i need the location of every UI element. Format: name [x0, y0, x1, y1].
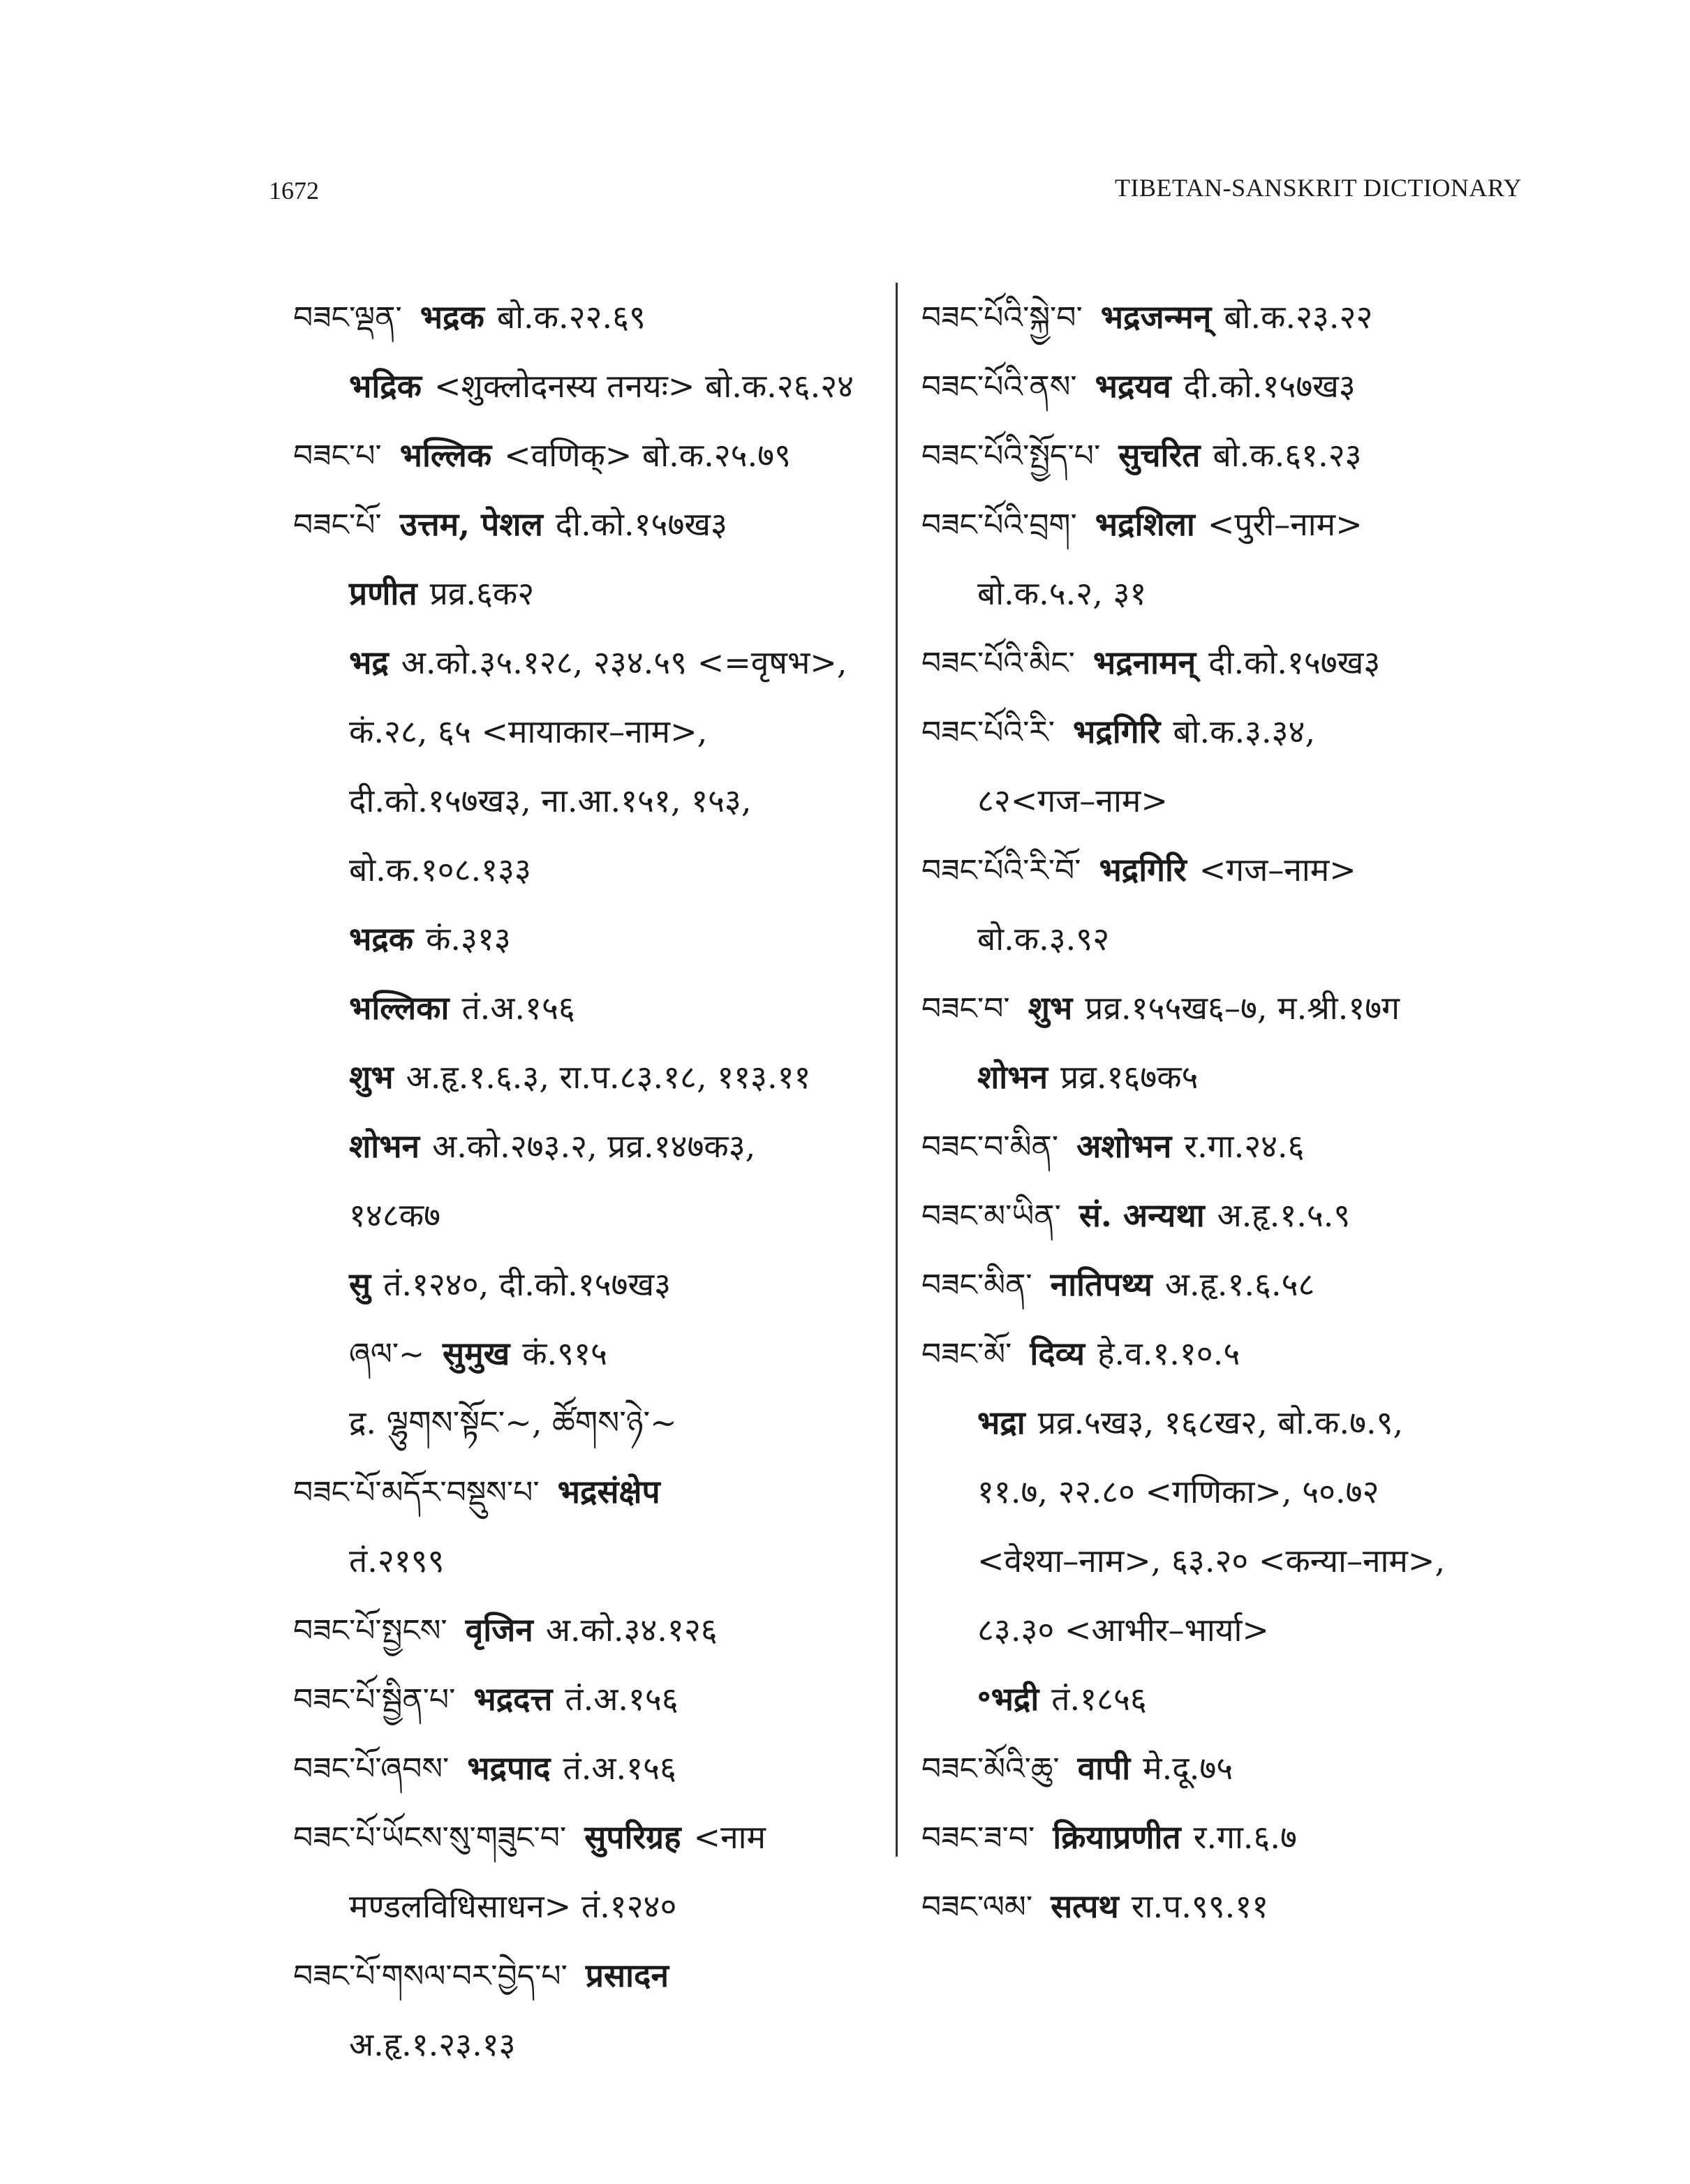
tibetan-headword: བཟང་མིན་ — [921, 1268, 1032, 1303]
dictionary-entry-line — [921, 1181, 1536, 1250]
source-reference: प्रव्र.५ख३, १६८ख२, बो.क.७.९, — [1037, 1404, 1404, 1441]
tibetan-headword: བཟང་བ་མིན་ — [921, 1129, 1059, 1165]
tibetan-headword: བཟང་པོ་ཡོངས་སུ་གཟུང་བ་ — [293, 1820, 567, 1856]
sanskrit-equivalent: भद्रयव — [1095, 367, 1171, 405]
dictionary-entry-line — [293, 766, 880, 835]
source-reference: अ.को.३५.१२८, २३४.५९ <=वृषभ>, — [401, 644, 847, 681]
tibetan-headword: བཟང་པོ་སྦྱིན་པ་ — [293, 1682, 456, 1718]
dictionary-entry-line — [293, 1526, 880, 1596]
sanskrit-equivalent: वृजिन — [465, 1611, 533, 1649]
sanskrit-equivalent: भद्रा — [977, 1404, 1025, 1441]
dictionary-entry-line — [921, 905, 1536, 974]
source-reference: <नाम — [693, 1818, 766, 1856]
sanskrit-equivalent: प्रणीत — [349, 574, 417, 612]
page-number: 1672 — [269, 177, 319, 205]
tibetan-headword: བཟང་པོ་ཞབས་ — [293, 1751, 450, 1787]
source-reference: र.गा.२४.६ — [1184, 1127, 1305, 1165]
sanskrit-equivalent: भद्रगिरि — [1073, 713, 1161, 750]
dictionary-entry-line — [293, 905, 880, 974]
source-reference: बो.क.६१.२३ — [1213, 436, 1362, 474]
source-reference: बो.क.१०८.१३३ — [349, 851, 531, 889]
tibetan-headword: བཟང་པོའི་བྲག་ — [921, 507, 1077, 543]
dictionary-entry-line — [293, 1319, 880, 1388]
dictionary-entry-line — [293, 1665, 880, 1734]
tibetan-headword: བཟང་པོའི་སྤྱོད་པ་ — [921, 438, 1101, 474]
sanskrit-equivalent: भद्र — [349, 644, 389, 681]
sanskrit-equivalent: सुपरिग्रह — [584, 1818, 681, 1856]
tibetan-headword: བཟང་པོའི་རི་བོ་ — [921, 853, 1081, 889]
dictionary-entry-line — [921, 628, 1536, 697]
source-reference: अ.हृ.१.६.५८ — [1164, 1265, 1315, 1303]
sanskrit-equivalent: ॰भद्री — [977, 1680, 1039, 1718]
tibetan-headword: བཟང་མ་ཡིན་ — [921, 1198, 1061, 1234]
dictionary-entry-line — [293, 1181, 880, 1250]
source-reference: कं.९१५ — [522, 1335, 607, 1372]
tibetan-headword: བཟང་པོ་སྤྱངས་ — [293, 1613, 447, 1649]
sanskrit-equivalent: शोभन — [349, 1127, 420, 1165]
source-reference: ८२<गज–नाम> — [977, 782, 1168, 819]
dictionary-entry-line — [293, 559, 880, 628]
dictionary-entry-line — [921, 283, 1536, 352]
dictionary-entry-line — [921, 1457, 1536, 1526]
tibetan-headword: བཟང་བ་ — [921, 991, 1010, 1027]
source-reference: दी.को.१५७ख३ — [555, 505, 727, 543]
source-reference: अ.हृ.१.५.९ — [1217, 1196, 1351, 1234]
dictionary-entry-line — [293, 352, 880, 421]
source-reference: दी.को.१५७ख३ — [1183, 367, 1356, 405]
source-reference: र.गा.६.७ — [1193, 1818, 1297, 1856]
sanskrit-equivalent: अशोभन — [1076, 1127, 1172, 1165]
source-reference: <वणिक्> बो.क.२५.७९ — [504, 436, 791, 474]
sanskrit-equivalent: सु — [349, 1265, 371, 1303]
dictionary-entry-line — [921, 1803, 1536, 1872]
source-reference: तं.अ.१५६ — [563, 1749, 676, 1787]
sanskrit-equivalent: भद्रशिला — [1095, 505, 1195, 543]
tibetan-headword: བཟང་པོའི་ནས་ — [921, 369, 1077, 405]
dictionary-entry-line — [921, 974, 1536, 1043]
sanskrit-equivalent: भद्रसंक्षेप — [557, 1473, 660, 1510]
source-reference: दी.को.१५७ख३, ना.आ.१५१, १५३, — [349, 782, 752, 819]
dictionary-entry-line — [921, 421, 1536, 490]
source-reference: ८३.३० <आभीर–भार्या> — [977, 1611, 1269, 1649]
dictionary-entry-line — [921, 490, 1536, 559]
source-reference: प्रव्र.१६७क५ — [1060, 1058, 1199, 1096]
source-reference: तं.अ.१५६ — [565, 1680, 679, 1718]
source-reference: रा.प.९९.११ — [1131, 1887, 1269, 1925]
source-reference: प्रव्र.६क२ — [429, 574, 535, 612]
source-reference: १४८क७ — [349, 1196, 441, 1234]
dictionary-entry-line — [921, 1043, 1536, 1112]
sanskrit-equivalent: भद्रक — [349, 920, 414, 958]
tibetan-headword: བཟང་པོ་གསལ་བར་བྱེད་པ་ — [293, 1959, 568, 1994]
source-reference: मे.दू.७५ — [1143, 1749, 1233, 1787]
sanskrit-equivalent: भद्रजन्मन् — [1100, 298, 1212, 336]
sanskrit-equivalent: नातिपथ्य — [1050, 1265, 1152, 1303]
dictionary-entry-line — [293, 835, 880, 905]
sanskrit-equivalent: प्रसादन — [585, 1956, 669, 1994]
sanskrit-equivalent: वापी — [1077, 1749, 1131, 1787]
dictionary-entry-line — [921, 1388, 1536, 1457]
sanskrit-equivalent: दिव्य — [1030, 1335, 1085, 1372]
tibetan-headword: ཞལ་~ — [349, 1337, 424, 1372]
source-reference: तं.१२४०, दी.को.१५७ख३ — [383, 1265, 672, 1303]
source-reference: तं.१८५६ — [1051, 1680, 1147, 1718]
dictionary-entry-line — [921, 697, 1536, 766]
dictionary-entry-line — [921, 766, 1536, 835]
dictionary-entry-line — [293, 2010, 880, 2079]
dictionary-entry-line — [921, 835, 1536, 905]
source-reference: तं.२१९९ — [349, 1542, 445, 1580]
dictionary-entry-line — [293, 1803, 880, 1872]
dictionary-entry-line — [293, 490, 880, 559]
dictionary-entry-line — [293, 1457, 880, 1526]
sanskrit-equivalent: भल्लिका — [349, 989, 450, 1027]
dictionary-entry-line — [293, 697, 880, 766]
dictionary-entry-line — [921, 352, 1536, 421]
dictionary-entry-line — [293, 1872, 880, 1941]
sanskrit-equivalent: भद्रदत्त — [473, 1680, 553, 1718]
dictionary-entry-line — [293, 421, 880, 490]
tibetan-headword: བཟང་ལམ་ — [921, 1889, 1033, 1925]
source-reference: अ.को.२७३.२, प्रव्र.१४७क३, — [432, 1127, 756, 1165]
source-reference: <पुरी–नाम> — [1207, 505, 1363, 543]
dictionary-entry-line — [921, 559, 1536, 628]
dictionary-entry-line — [921, 1872, 1536, 1941]
right-column — [921, 283, 1536, 1941]
sanskrit-equivalent: भल्लिक — [399, 436, 492, 474]
dictionary-entry-line — [293, 974, 880, 1043]
dictionary-entry-line — [921, 1112, 1536, 1181]
sanskrit-equivalent: सत्पथ — [1051, 1887, 1119, 1925]
source-reference: बो.क.३.३४, — [1173, 713, 1316, 750]
sanskrit-equivalent: भद्रिक — [349, 367, 422, 405]
tibetan-headword: བཟང་པོའི་མིང་ — [921, 646, 1075, 681]
tibetan-headword: བཟང་ལྡན་ — [293, 300, 402, 336]
dictionary-entry-line — [921, 1526, 1536, 1596]
sanskrit-equivalent: भद्रक — [420, 298, 484, 336]
source-reference: <गज–नाम> — [1199, 851, 1356, 889]
sanskrit-equivalent: शुभ — [349, 1058, 394, 1096]
source-reference: मण्डलविधिसाधन> तं.१२४० — [349, 1887, 677, 1925]
tibetan-headword: བཟང་པ་ — [293, 438, 382, 474]
source-reference: अ.हृ.१.२३.१३ — [349, 2026, 516, 2063]
source-reference: दी.को.१५७ख३ — [1208, 644, 1381, 681]
source-reference: द्र. ལྷུགས་སྟོང་~, ཚོགས་ཉེ་~ — [349, 1404, 677, 1441]
source-reference: <वेश्या–नाम>, ६३.२० <कन्या–नाम>, — [977, 1542, 1446, 1580]
dictionary-entry-line — [293, 1734, 880, 1803]
source-reference: कं.३१३ — [426, 920, 511, 958]
source-reference: तं.अ.१५६ — [461, 989, 575, 1027]
source-reference: बो.क.२२.६९ — [496, 298, 646, 336]
dictionary-entry-line — [293, 1388, 880, 1457]
dictionary-entry-line — [293, 628, 880, 697]
tibetan-headword: བཟང་ཟ་བ་ — [921, 1820, 1035, 1856]
tibetan-headword: བཟང་པོ་ — [293, 507, 382, 543]
dictionary-entry-line — [921, 1319, 1536, 1388]
source-reference: बो.क.३.९२ — [977, 920, 1110, 958]
tibetan-headword: བཟང་པོའི་སྐྱེ་བ་ — [921, 300, 1083, 336]
tibetan-headword: བཟང་མོ་ — [921, 1337, 1012, 1372]
sanskrit-equivalent: उत्तम, पेशल — [399, 505, 543, 543]
dictionary-entry-line — [293, 1250, 880, 1319]
dictionary-entry-line — [921, 1250, 1536, 1319]
dictionary-entry-line — [293, 1043, 880, 1112]
source-reference: कं.२८, ६५ <मायाकार–नाम>, — [349, 713, 708, 750]
sanskrit-equivalent: भद्रपाद — [467, 1749, 551, 1787]
tibetan-headword: བཟང་པོ་མདོར་བསྡུས་པ་ — [293, 1475, 540, 1510]
dictionary-entry-line — [293, 283, 880, 352]
running-title: TIBETAN-SANSKRIT DICTIONARY — [1115, 174, 1522, 202]
source-reference: ११.७, २२.८० <गणिका>, ५०.७२ — [977, 1473, 1379, 1510]
dictionary-entry-line — [293, 1941, 880, 2010]
sanskrit-equivalent: सं. अन्यथा — [1079, 1196, 1205, 1234]
column-divider — [896, 283, 898, 1857]
tibetan-headword: བཟང་མོའི་ཆུ་ — [921, 1751, 1060, 1787]
source-reference: अ.हृ.१.६.३, रा.प.८३.१८, ११३.११ — [406, 1058, 811, 1096]
source-reference: <शुक्लोदनस्य तनयः> बो.क.२६.२४ — [434, 367, 854, 405]
dictionary-entry-line — [921, 1734, 1536, 1803]
sanskrit-equivalent: शोभन — [977, 1058, 1048, 1096]
tibetan-headword: བཟང་པོའི་རི་ — [921, 715, 1055, 750]
sanskrit-equivalent: सुमुख — [442, 1335, 510, 1372]
source-reference: प्रव्र.१५५ख६–७, म.श्री.१७ग — [1085, 989, 1400, 1027]
sanskrit-equivalent: शुभ — [1028, 989, 1073, 1027]
sanskrit-equivalent: भद्रगिरि — [1099, 851, 1187, 889]
dictionary-entry-line — [293, 1596, 880, 1665]
source-reference: बो.क.५.२, ३१ — [977, 574, 1147, 612]
source-reference: अ.को.३४.१२६ — [545, 1611, 718, 1649]
dictionary-entry-line — [293, 1112, 880, 1181]
dictionary-entry-line — [921, 1665, 1536, 1734]
source-reference: बो.क.२३.२२ — [1224, 298, 1373, 336]
sanskrit-equivalent: सुचरित — [1118, 436, 1201, 474]
sanskrit-equivalent: भद्रनामन् — [1092, 644, 1196, 681]
left-column — [293, 283, 880, 2079]
sanskrit-equivalent: क्रियाप्रणीत — [1053, 1818, 1181, 1856]
dictionary-entry-line — [921, 1596, 1536, 1665]
source-reference: हे.व.१.१०.५ — [1097, 1335, 1240, 1372]
